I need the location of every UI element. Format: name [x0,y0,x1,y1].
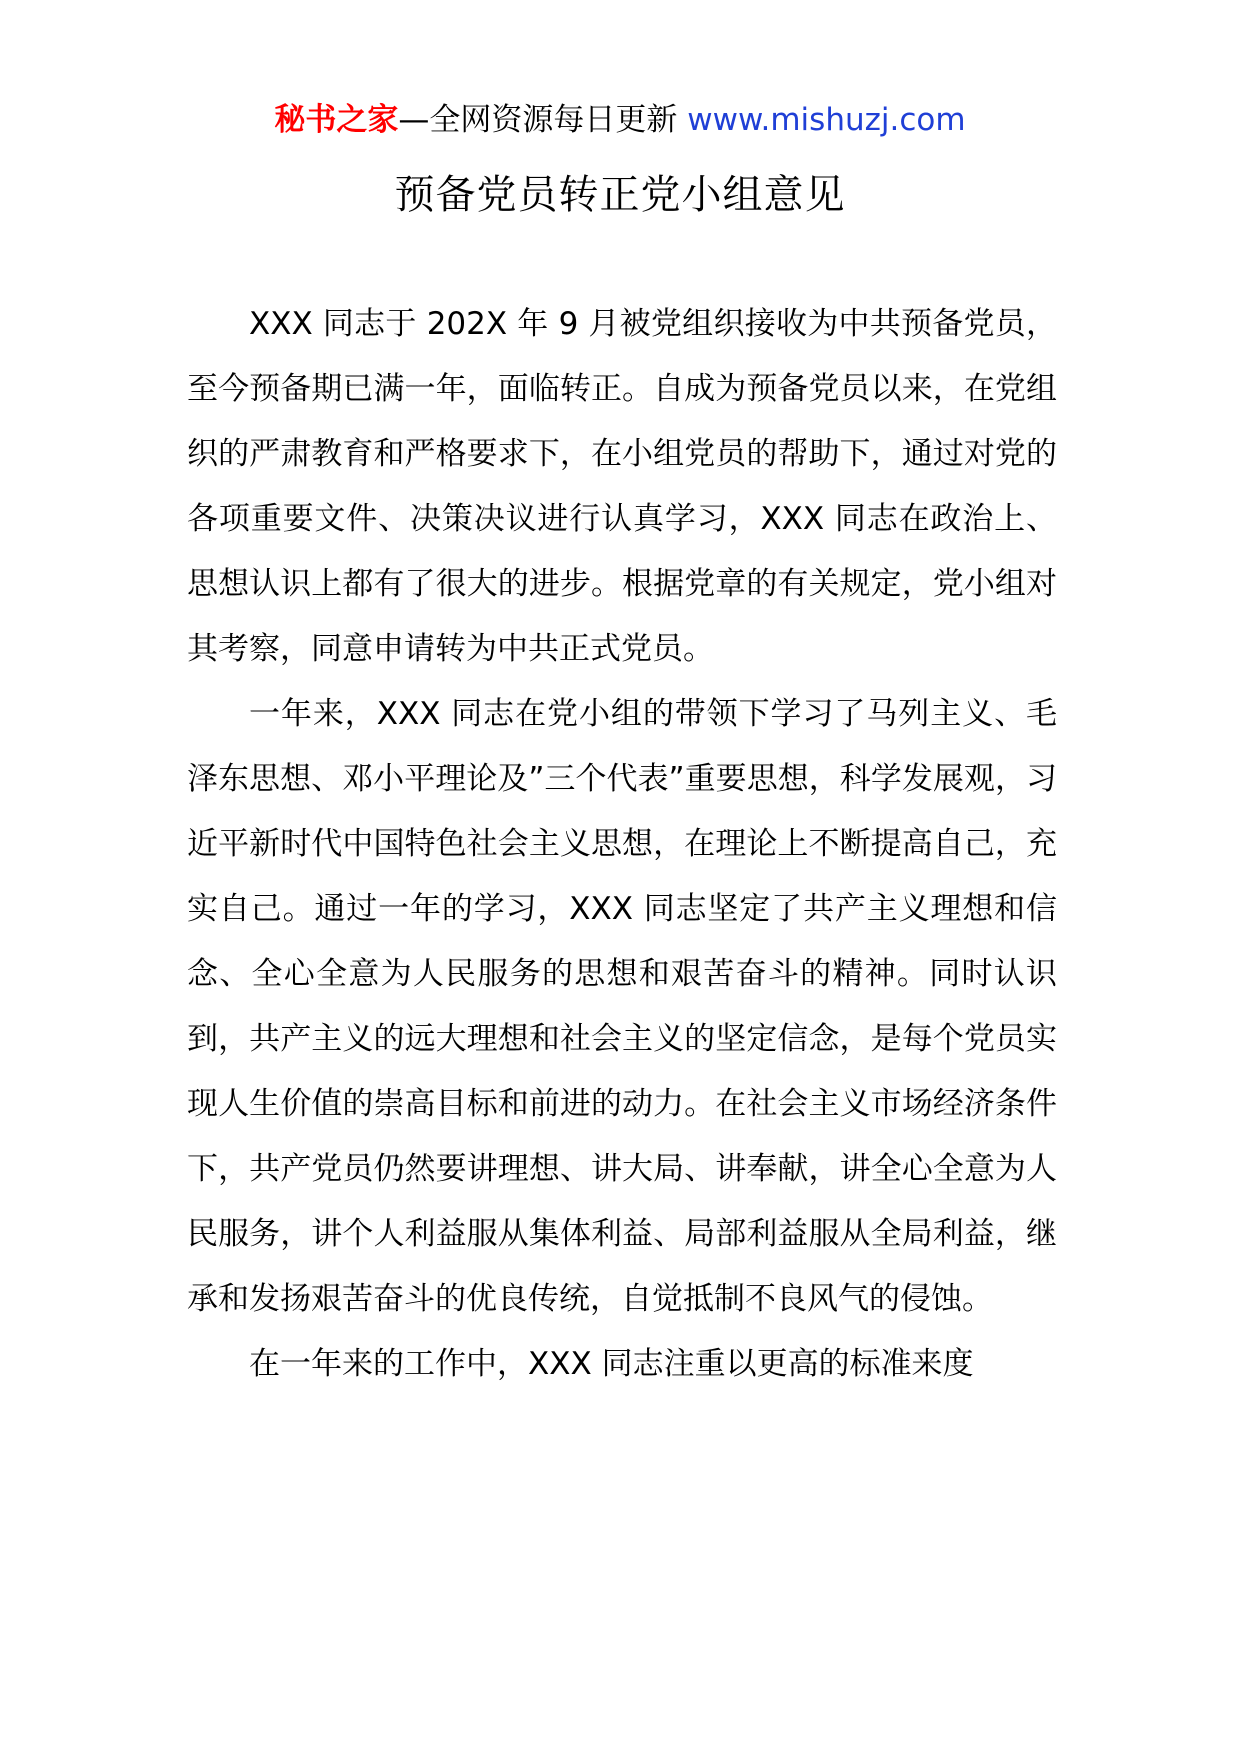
document-title: 预备党员转正党小组意见 [394,172,846,218]
paragraph-3: 在一年来的工作中，XXX 同志注重以更高的标准来度 [249,1346,974,1382]
paragraph-1: XXX 同志于 202X 年 9 月被党组织接收为中共预备党员，至今预备期已满一年，面临转正。自成为预备党员以来，在党组织的严肃教育和严格要求下，在小组党员的帮助下，通过对党的各项重要文件、决策决议进行认真学习，XXX 同志在政治上、思想认识上都有了很大的进步。根据党章的有关规定，党小组对其考察，同意申请转为中共正式党员。 [187,306,1057,667]
paragraph-2: 一年来，XXX 同志在党小组的带领下学习了马列主义、毛泽东思想、邓小平理论及”三个代表”重要思想，科学发展观，习近平新时代中国特色社会主义思想，在理论上不断提高自己，充实自己。通过一年的学习，XXX 同志坚定了共产主义理想和信念、全心全意为人民服务的思想和艰苦奋斗的精神。同时认识到，共产主义的远大理想和社会主义的坚定信念，是每个党员实现人生价值的崇高目标和前进的动力。在社会主义市场经济条件下，共产党员仍然要讲理想、讲大局、讲奉献，讲全心全意为人民服务，讲个人利益服从集体利益、局部利益服从全局利益，继承和发扬艰苦奋斗的优良传统，自觉抵制不良风气的侵蚀。 [187,696,1057,1317]
brand-name: 秘书之家 [274,102,399,138]
document-body [187,292,1057,1397]
site-header [0,98,1240,142]
site-url-link[interactable]: www.mishuzj.com [687,102,966,138]
header-slogan: —全网资源每日更新 [398,102,678,138]
